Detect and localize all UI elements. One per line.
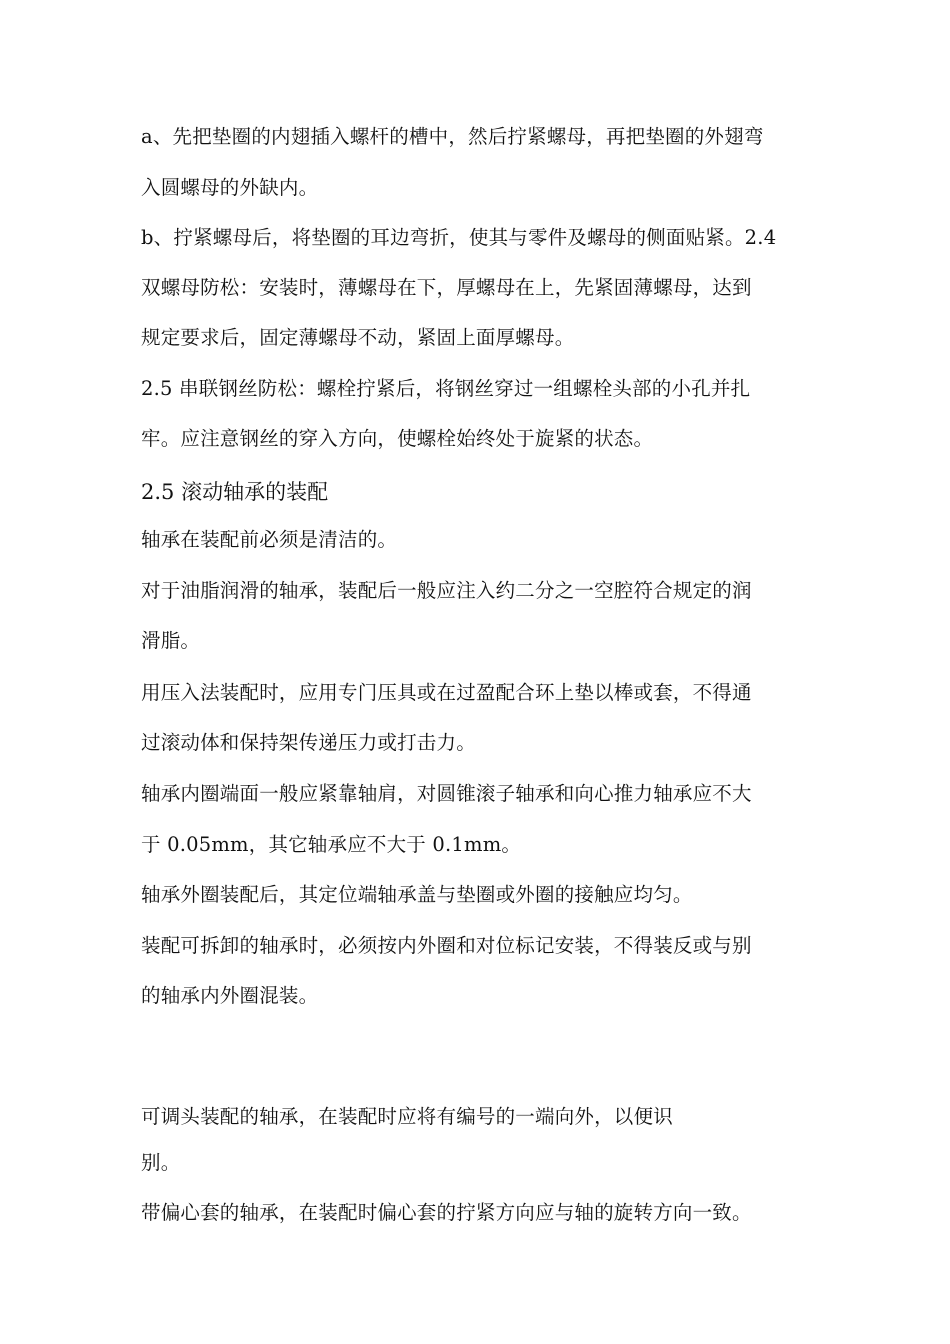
text-line-20: 带偏心套的轴承，在装配时偏心套的拧紧方向应与轴的旋转方向一致。 [141,1201,752,1224]
text-line-9: 对于油脂润滑的轴承，装配后一般应注入约二分之一空腔符合规定的润 [141,579,752,602]
text-line-6: 2.5 串联钢丝防松：螺栓拧紧后，将钢丝穿过一组螺栓头部的小孔并扎 [141,377,751,400]
text-line-8: 轴承在装配前必须是清洁的。 [141,528,398,551]
text-line-7: 牢。应注意钢丝的穿入方向，使螺栓始终处于旋紧的状态。 [141,427,654,450]
text-line-1: a、先把垫圈的内翅插入螺杆的槽中，然后拧紧螺母，再把垫圈的外翅弯 [141,125,764,148]
text-line-2: 入圆螺母的外缺内。 [141,176,319,199]
text-line-19: 别。 [141,1151,181,1174]
text-line-15: 轴承外圈装配后，其定位端轴承盖与垫圈或外圈的接触应均匀。 [141,883,693,906]
text-line-11: 用压入法装配时，应用专门压具或在过盈配合环上垫以棒或套，不得通 [141,681,752,704]
text-line-3: b、拧紧螺母后，将垫圈的耳边弯折，使其与零件及螺母的侧面贴紧。2.4 [141,226,777,249]
section-heading: 2.5 滚动轴承的装配 [141,480,329,504]
text-line-4: 双螺母防松：安装时，薄螺母在下，厚螺母在上，先紧固薄螺母，达到 [141,276,752,299]
text-line-18: 可调头装配的轴承，在装配时应将有编号的一端向外，以便识 [141,1105,673,1128]
text-line-14: 于 0.05mm，其它轴承应不大于 0.1mm。 [141,833,522,856]
text-line-13: 轴承内圈端面一般应紧靠轴肩，对圆锥滚子轴承和向心推力轴承应不大 [141,782,752,805]
text-line-16: 装配可拆卸的轴承时，必须按内外圈和对位标记安装，不得装反或与别 [141,934,752,957]
text-line-12: 过滚动体和保持架传递压力或打击力。 [141,731,476,754]
text-line-17: 的轴承内外圈混装。 [141,984,319,1007]
text-line-5: 规定要求后，固定薄螺母不动，紧固上面厚螺母。 [141,326,575,349]
text-line-10: 滑脂。 [141,629,201,652]
